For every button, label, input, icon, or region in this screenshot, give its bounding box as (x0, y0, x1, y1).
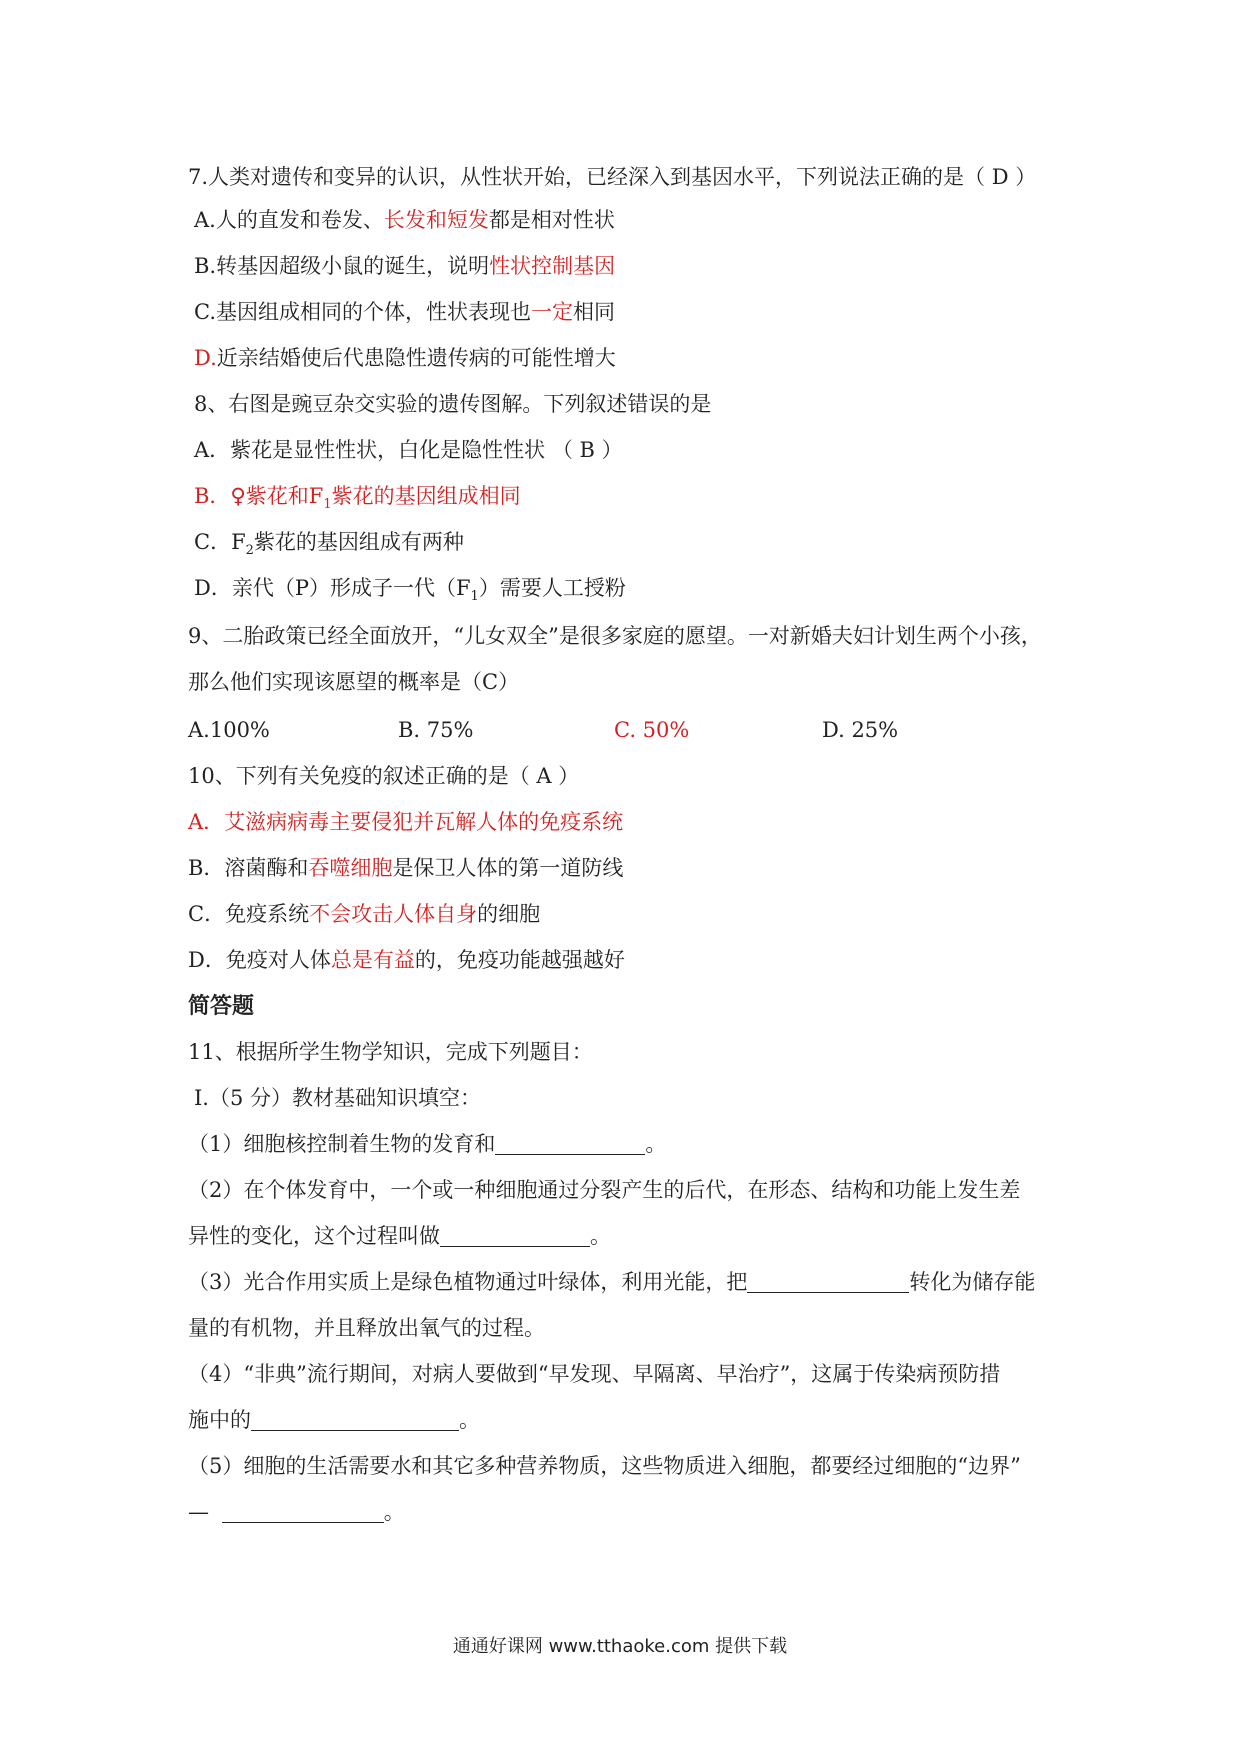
q10-option-d: D．免疫对人体总是有益的，免疫功能越强越好 (188, 948, 625, 972)
q7-option-a: A.人的直发和卷发、长发和短发都是相对性状 (194, 208, 615, 232)
q8-option-b: B．♀紫花和$F_1$紫花的基因组成相同 (194, 484, 521, 513)
q9-option-d: D. 25% (822, 718, 899, 742)
q9-option-b: B. 75% (398, 718, 474, 742)
q11-stem: 11、根据所学生物学知识，完成下列题目： (188, 1040, 593, 1064)
q7-option-b: B.转基因超级小鼠的诞生，说明性状控制基因 (194, 254, 616, 278)
answer-blank-1[interactable] (495, 1132, 645, 1155)
q8-option-a: A．紫花是显性性状，白化是隐性性状 （ B ） (194, 438, 623, 462)
q8-option-d: D．亲代（P）形成子一代$(F_1)$需要人工授粉 (194, 576, 626, 605)
answer-blank-3[interactable] (747, 1270, 909, 1293)
q9-stem-line1: 9、二胎政策已经全面放开，“儿女双全”是很多家庭的愿望。一对新婚夫妇计划生两个小孩， (188, 624, 1042, 648)
q11-part1-heading: Ⅰ.（5 分）教材基础知识填空： (194, 1086, 482, 1110)
answer-blank-4[interactable] (251, 1408, 459, 1431)
q7-option-d: D.近亲结婚使后代患隐性遗传病的可能性增大 (194, 346, 616, 370)
q9-option-c: C. 50% (614, 718, 690, 742)
q11-sub3-line1: （3）光合作用实质上是绿色植物通过叶绿体，利用光能，把 转化为储存能 (188, 1270, 1036, 1294)
answer-blank-5[interactable] (222, 1500, 384, 1523)
q11-sub5-line2: — 。 (188, 1500, 405, 1524)
footer-watermark: 通通好课网 www.tthaoke.com 提供下载 (452, 1636, 788, 1657)
q9-stem-line2: 那么他们实现该愿望的概率是（C） (188, 670, 520, 694)
section-title: 简答题 (188, 993, 255, 1019)
q11-sub3-line2: 量的有机物，并且释放出氧气的过程。 (188, 1316, 545, 1340)
q7-option-c: C.基因组成相同的个体，性状表现也一定相同 (194, 300, 615, 324)
q8-option-c: C．$F_2$紫花的基因组成有两种 (194, 530, 464, 559)
q11-sub2-line2: 异性的变化，这个过程叫做 。 (188, 1224, 611, 1248)
q11-sub2-line1: （2）在个体发育中，一个或一种细胞通过分裂产生的后代，在形态、结构和功能上发生差 (188, 1178, 1021, 1202)
q10-stem: 10、下列有关免疫的叙述正确的是（ A ） (188, 764, 580, 788)
answer-blank-2[interactable] (440, 1224, 590, 1247)
q10-option-a: A．艾滋病病毒主要侵犯并瓦解人体的免疫系统 (188, 810, 624, 834)
q11-sub5-line1: （5）细胞的生活需要水和其它多种营养物质，这些物质进入细胞，都要经过细胞的“边界” (188, 1454, 1021, 1478)
q10-option-c: C．免疫系统不会攻击人体自身的细胞 (188, 902, 541, 926)
q11-sub4-line2: 施中的 。 (188, 1408, 480, 1432)
q8-stem: 8、右图是豌豆杂交实验的遗传图解。下列叙述错误的是 (194, 392, 712, 416)
q9-option-a: A.100% (188, 718, 270, 742)
q10-option-b: B．溶菌酶和吞噬细胞是保卫人体的第一道防线 (188, 856, 624, 880)
q11-sub1: （1）细胞核控制着生物的发育和 。 (188, 1132, 667, 1156)
q7-stem: 7.人类对遗传和变异的认识，从性状开始，已经深入到基因水平，下列说法正确的是（ D ） (188, 165, 1037, 189)
q11-sub4-line1: （4）“非典”流行期间，对病人要做到“早发现、早隔离、早治疗”，这属于传染病预防措 (188, 1362, 1001, 1386)
